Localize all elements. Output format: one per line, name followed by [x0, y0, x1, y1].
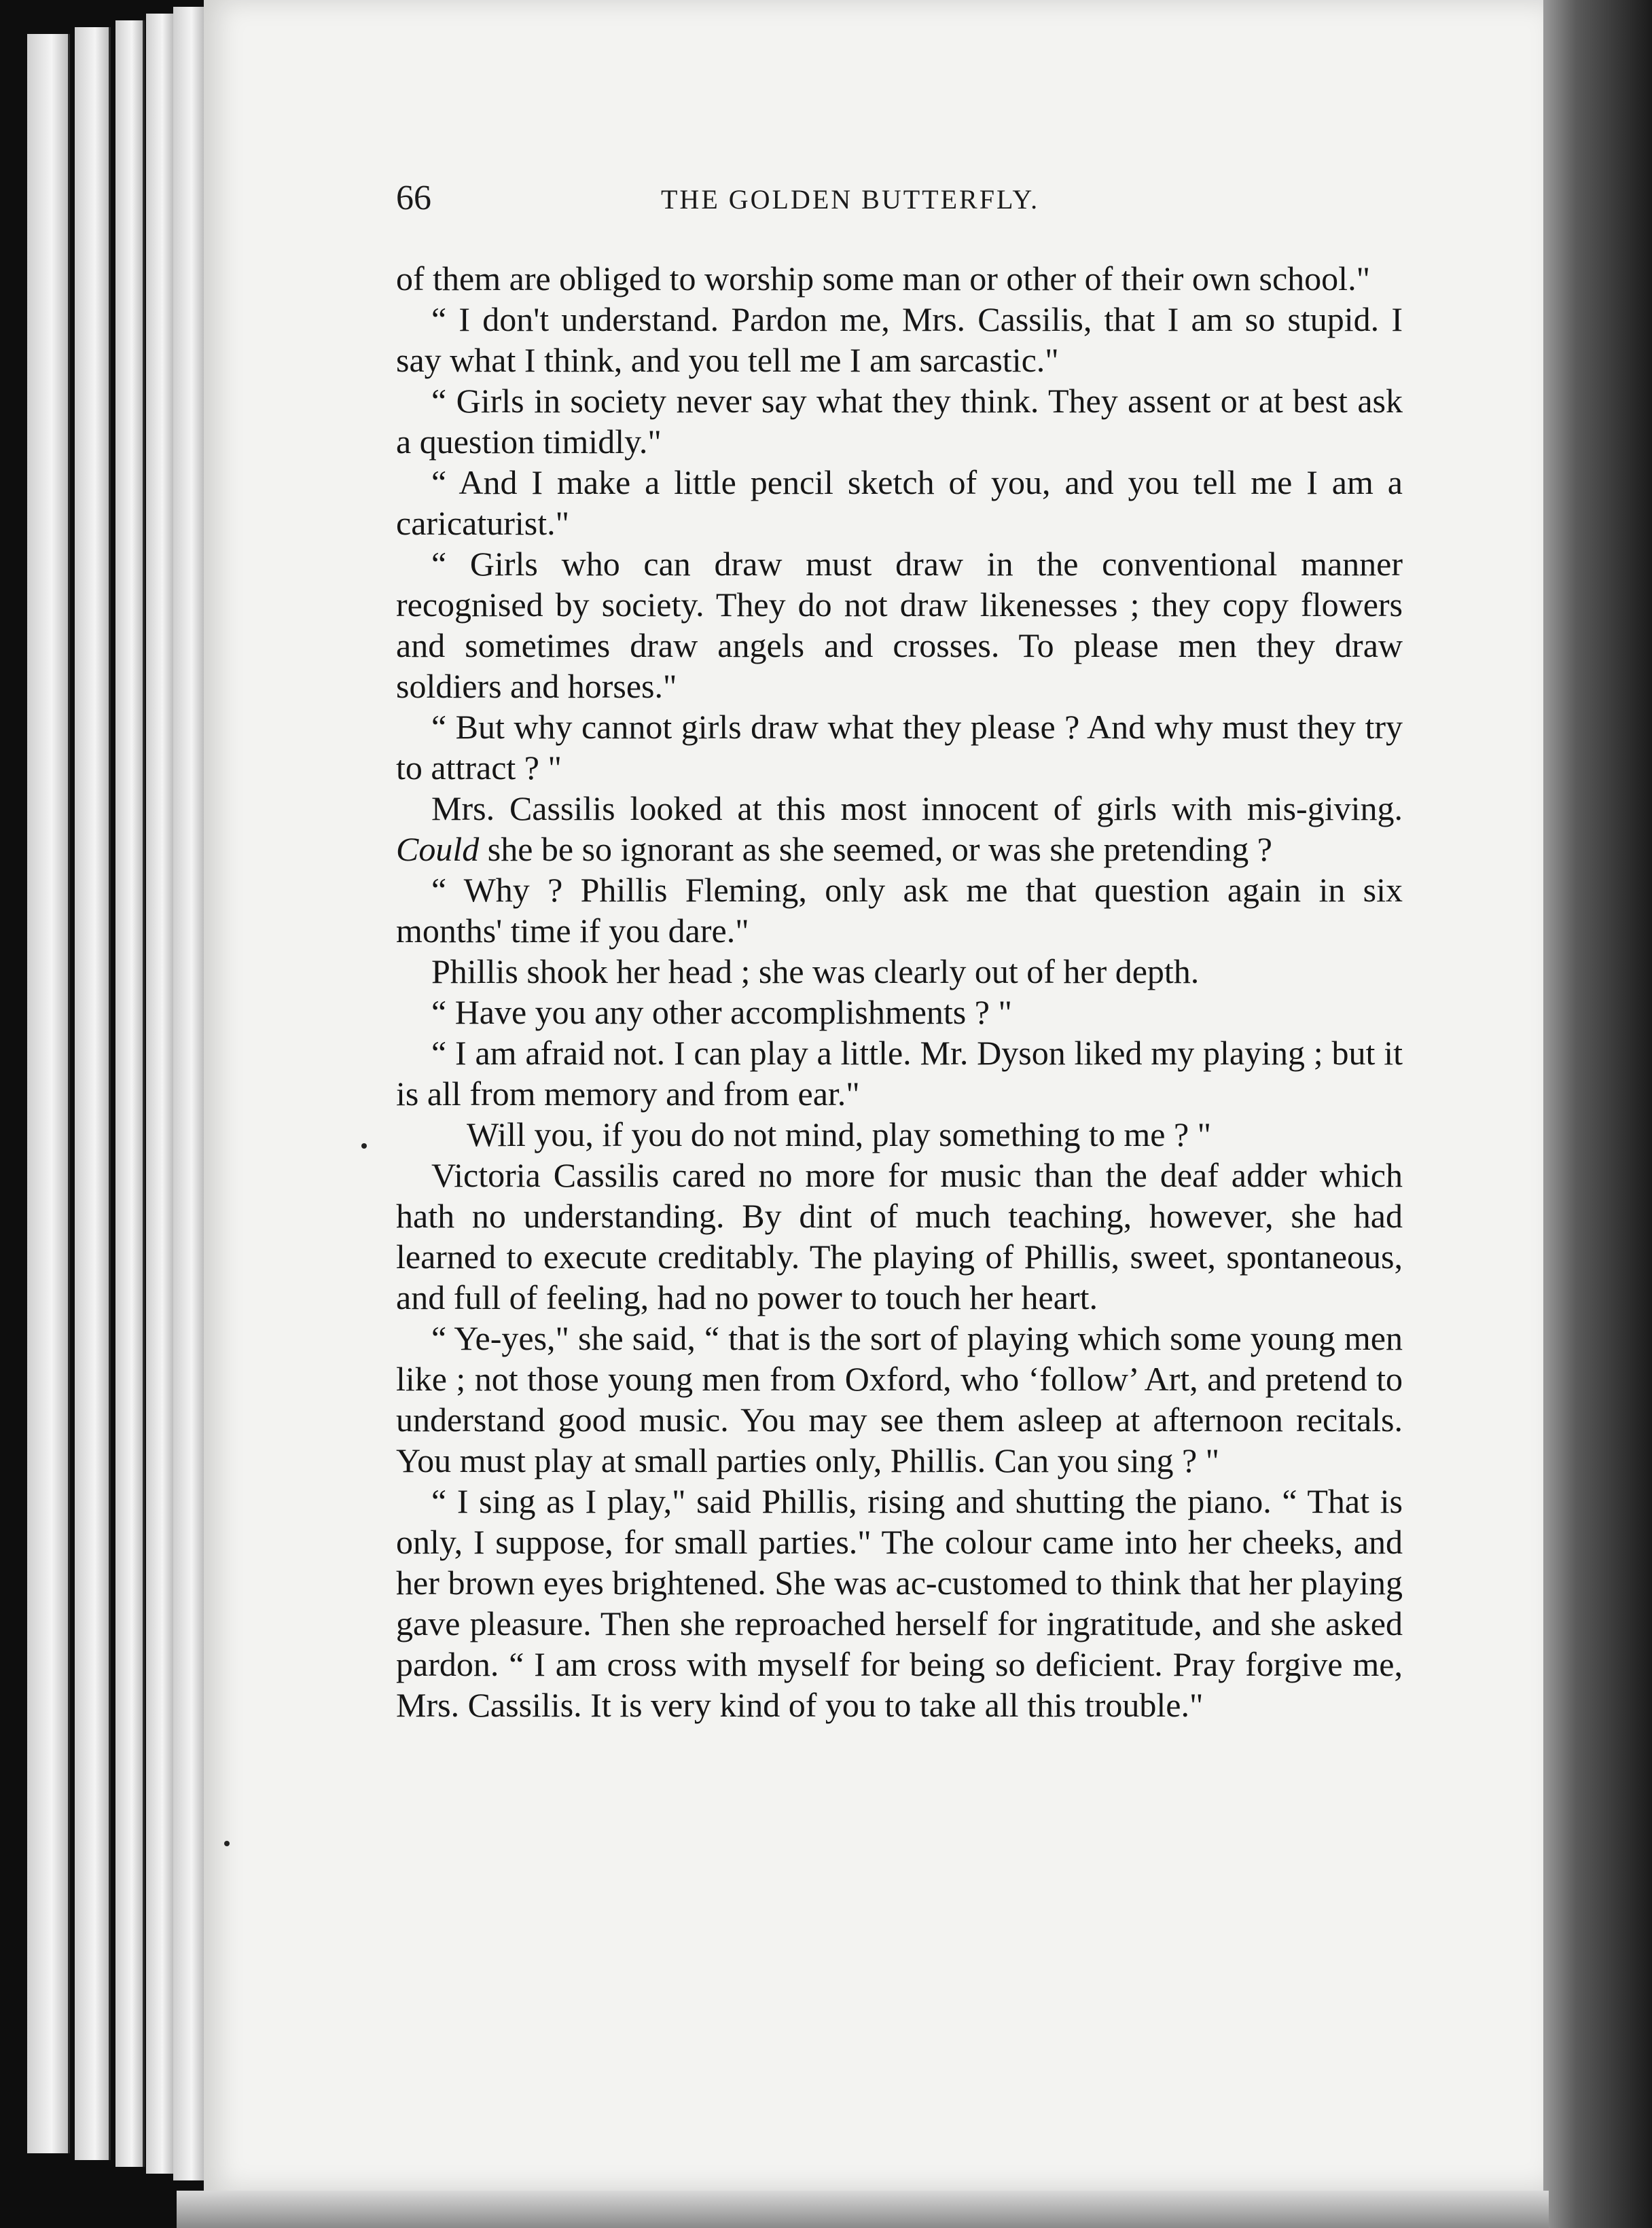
paragraph: Phillis shook her head ; she was clearly out of her depth. — [431, 952, 1200, 990]
page-bottom-edge — [177, 2191, 1549, 2228]
page-edge — [173, 7, 206, 2180]
page-header — [396, 178, 1381, 226]
paragraph: of them are obliged to worship some man or other of their own school." — [396, 259, 1370, 298]
paragraph: “ Girls in society never say what they think. They assent or at best ask a question timidly." — [396, 382, 1403, 461]
running-title: THE GOLDEN BUTTERFLY. — [661, 184, 1040, 215]
paragraph: “ And I make a little pencil sketch of you, and you tell me I am a caricaturist." — [396, 463, 1403, 542]
paragraph: “ I am afraid not. I can play a little. Mr. Dyson liked my playing ; but it is all from memory and from ear." — [396, 1034, 1403, 1113]
paragraph: Will you, if you do not mind, play something to me ? " — [467, 1115, 1212, 1153]
italic-word: Could — [396, 830, 480, 868]
page-number: 66 — [396, 179, 431, 217]
page-sheet — [204, 0, 1543, 2191]
paragraph: “ Ye-yes," she said, “ that is the sort of playing which some young men like ; not those young men from Oxford, who ‘follow’ Art, and pretend to understand good music. You may see them asleep at afternoon recitals. You must play at small parties only, Phillis. Can you sing ? " — [396, 1319, 1403, 1479]
paragraph-text: she be so ignorant as she seemed, or was she pretending ? — [487, 830, 1272, 868]
paragraph: “ Why ? Phillis Fleming, only ask me that question again in six months' time if you dare." — [396, 871, 1403, 950]
scan-gutter — [1543, 0, 1652, 2228]
paragraph: “ Girls who can draw must draw in the conventional manner recognised by society. They do not draw likenesses ; they copy flowers and sometimes draw angels and crosses. To please men they draw soldiers and horses." — [396, 545, 1403, 705]
page-edge — [115, 20, 145, 2167]
print-speck — [361, 1143, 367, 1149]
paragraph: “ I don't understand. Pardon me, Mrs. Cassilis, that I am so stupid. I say what I think, and you tell me I am sarcastic." — [396, 300, 1403, 379]
page-edge — [27, 34, 70, 2153]
page-edge — [146, 14, 175, 2174]
print-speck — [224, 1841, 230, 1846]
page-edge — [75, 27, 111, 2160]
paragraph — [396, 788, 1403, 869]
paragraph: “ Have you any other accomplishments ? " — [431, 993, 1012, 1031]
paragraph: “ I sing as I play," said Phillis, rising and shutting the piano. “ That is only, I suppose, for small parties." The colour came into her cheeks, and her brown eyes brightened. She was ac-customed to think that her playing gave pleasure. Then she reproached herself for ingratitude, and she asked pardon. “ I am cross with myself for being so deficient. Pray forgive me, Mrs. Cassilis. It is very kind of you to take all this trouble." — [396, 1482, 1403, 1724]
body-text — [396, 258, 1403, 1725]
paragraph: “ But why cannot girls draw what they please ? And why must they try to attract ? " — [396, 708, 1403, 787]
paragraph-text: Mrs. Cassilis looked at this most innocent of girls with mis-giving. — [431, 789, 1403, 827]
paragraph: Victoria Cassilis cared no more for music than the deaf adder which hath no understanding. By dint of much teaching, however, she had learned to execute creditably. The playing of Phillis, sweet, spontaneous, and full of feeling, had no power to touch her heart. — [396, 1156, 1403, 1316]
